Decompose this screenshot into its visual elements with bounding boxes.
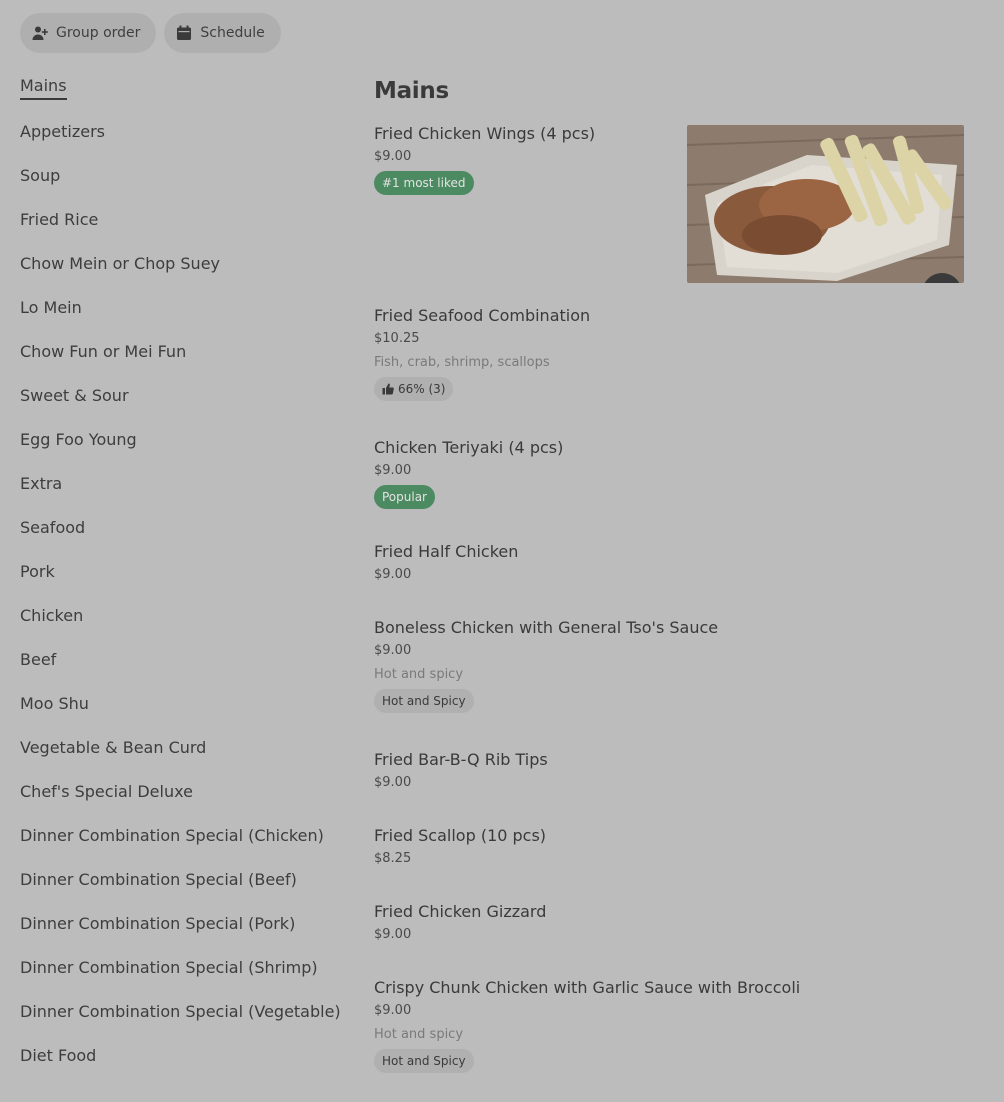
popular-badge: Popular: [374, 485, 435, 509]
sidebar-item-fried-rice[interactable]: Fried Rice: [20, 210, 99, 229]
menu-item[interactable]: [374, 618, 974, 713]
thumbs-up-icon: [382, 383, 394, 395]
item-price: $9.00: [374, 463, 412, 478]
menu-item[interactable]: [374, 750, 974, 791]
category-sidebar: [20, 74, 350, 1088]
rating-badge: [374, 377, 453, 401]
hot-spicy-tag: Hot and Spicy: [374, 1049, 474, 1073]
item-name: Fried Seafood Combination: [374, 306, 591, 325]
item-name: Chicken Teriyaki (4 pcs): [374, 438, 564, 457]
item-name: Fried Bar-B-Q Rib Tips: [374, 750, 548, 769]
item-name: Fried Chicken Wings (4 pcs): [374, 124, 596, 143]
hot-spicy-tag: Hot and Spicy: [374, 689, 474, 713]
item-name: Fried Chicken Gizzard: [374, 902, 547, 921]
sidebar-item-chefs-special[interactable]: Chef's Special Deluxe: [20, 782, 193, 801]
item-price: $9.00: [374, 927, 412, 942]
group-order-button[interactable]: [20, 13, 156, 53]
most-liked-badge: #1 most liked: [374, 171, 474, 195]
sidebar-item-diet-food[interactable]: Diet Food: [20, 1046, 97, 1065]
item-price: $9.00: [374, 643, 412, 658]
item-description: Hot and spicy: [374, 667, 464, 682]
sidebar-item-pork[interactable]: Pork: [20, 562, 55, 581]
menu-item[interactable]: [374, 438, 974, 509]
top-action-bar: [20, 13, 281, 53]
sidebar-item-vegetable-bean-curd[interactable]: Vegetable & Bean Curd: [20, 738, 207, 757]
item-name: Crispy Chunk Chicken with Garlic Sauce with Broccoli: [374, 978, 801, 997]
section-title: Mains: [374, 78, 449, 104]
sidebar-item-chicken[interactable]: Chicken: [20, 606, 84, 625]
sidebar-item-moo-shu[interactable]: Moo Shu: [20, 694, 89, 713]
sidebar-item-seafood[interactable]: Seafood: [20, 518, 86, 537]
sidebar-item-sweet-sour[interactable]: Sweet & Sour: [20, 386, 129, 405]
item-price: $9.00: [374, 1003, 412, 1018]
rating-value: 66% (3): [398, 382, 446, 396]
item-price: $9.00: [374, 149, 412, 164]
menu-item[interactable]: [374, 902, 974, 943]
menu-item[interactable]: [374, 306, 974, 401]
schedule-button[interactable]: [164, 13, 280, 53]
item-price: $9.00: [374, 567, 412, 582]
sidebar-item-dinner-shrimp[interactable]: Dinner Combination Special (Shrimp): [20, 958, 318, 977]
menu-item[interactable]: [374, 542, 974, 583]
sidebar-item-soup[interactable]: Soup: [20, 166, 61, 185]
sidebar-item-dinner-beef[interactable]: Dinner Combination Special (Beef): [20, 870, 297, 889]
sidebar-item-dinner-vegetable[interactable]: Dinner Combination Special (Vegetable): [20, 1002, 341, 1021]
sidebar-item-beef[interactable]: Beef: [20, 650, 57, 669]
sidebar-item-extra[interactable]: Extra: [20, 474, 63, 493]
menu-item[interactable]: [374, 826, 974, 867]
item-name: Fried Half Chicken: [374, 542, 519, 561]
sidebar-item-mains[interactable]: Mains: [20, 74, 350, 120]
sidebar-item-egg-foo-young[interactable]: Egg Foo Young: [20, 430, 137, 449]
sidebar-item-dinner-pork[interactable]: Dinner Combination Special (Pork): [20, 914, 296, 933]
item-description: Hot and spicy: [374, 1027, 464, 1042]
item-price: $9.00: [374, 775, 412, 790]
add-person-icon: [32, 25, 48, 41]
menu-item[interactable]: [374, 978, 974, 1073]
item-image-fried-chicken-wings[interactable]: [687, 125, 964, 283]
group-order-label: Group order: [56, 25, 141, 41]
sidebar-item-appetizers[interactable]: Appetizers: [20, 122, 105, 141]
item-description: Fish, crab, shrimp, scallops: [374, 355, 550, 370]
item-name: Boneless Chicken with General Tso's Sauce: [374, 618, 719, 637]
sidebar-item-lo-mein[interactable]: Lo Mein: [20, 298, 82, 317]
sidebar-item-chow-mein[interactable]: Chow Mein or Chop Suey: [20, 254, 220, 273]
sidebar-item-dinner-chicken[interactable]: Dinner Combination Special (Chicken): [20, 826, 324, 845]
item-name: Fried Scallop (10 pcs): [374, 826, 547, 845]
item-price: $8.25: [374, 851, 412, 866]
calendar-icon: [176, 25, 192, 41]
item-price: $10.25: [374, 331, 420, 346]
sidebar-item-chow-fun[interactable]: Chow Fun or Mei Fun: [20, 342, 187, 361]
schedule-label: Schedule: [200, 25, 265, 41]
